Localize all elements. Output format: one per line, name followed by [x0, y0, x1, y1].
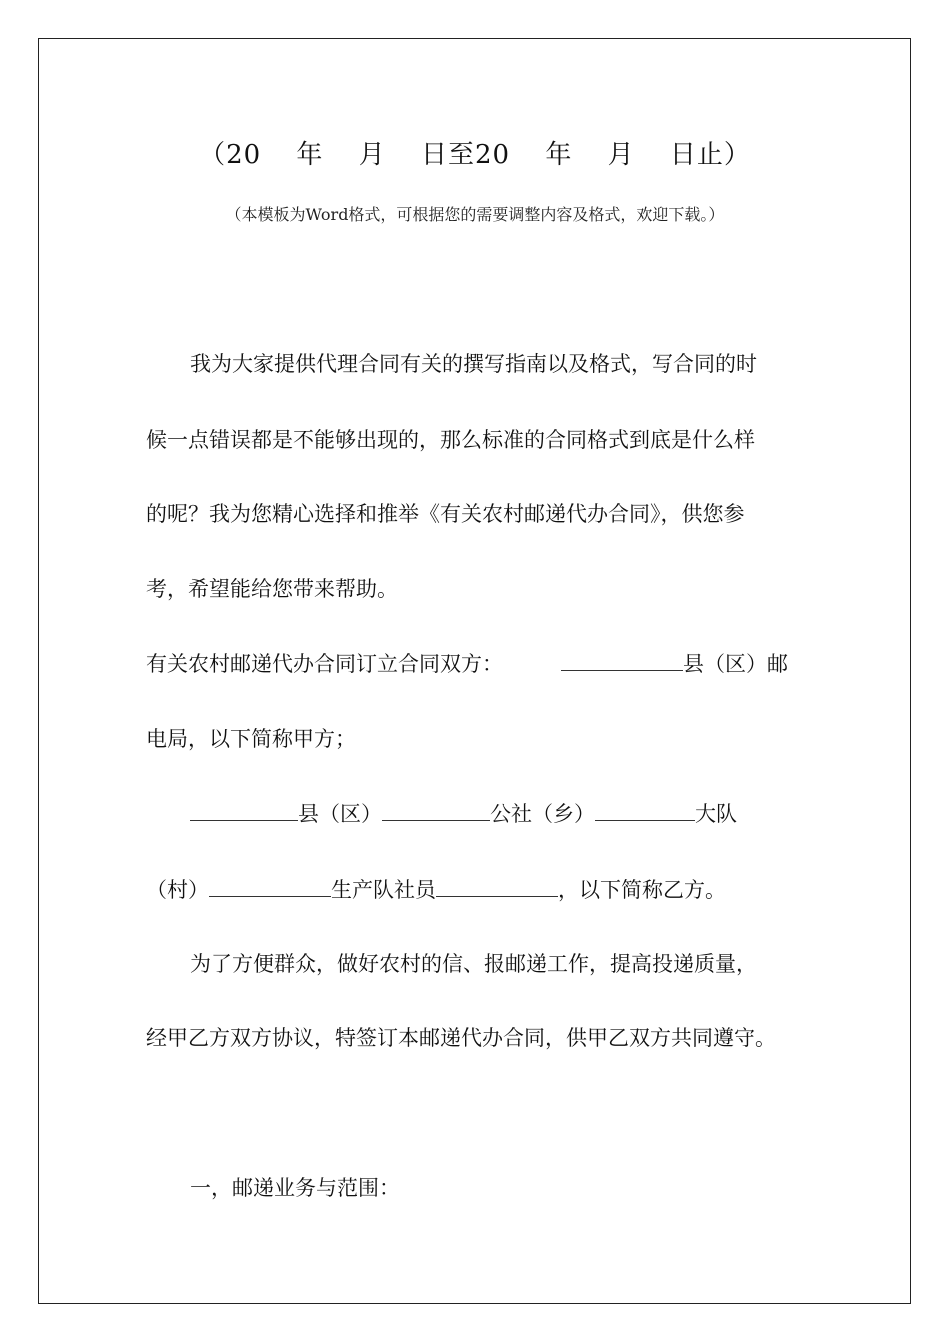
county-post-office-label: 县（区）邮	[683, 652, 788, 676]
intro-line-3: 的呢？我为您精心选择和推举《有关农村邮递代办合同》，供您参	[146, 502, 745, 526]
county-blank[interactable]	[561, 652, 683, 671]
date-part-year-label: 年	[296, 140, 324, 170]
parties-line-3	[190, 798, 737, 828]
team-member-label: 生产队社员	[331, 878, 436, 902]
brigade-blank[interactable]	[595, 802, 695, 821]
date-part-month-label-2: 月	[607, 140, 635, 170]
parties-intro-text: 有关农村邮递代办合同订立合同双方：	[146, 652, 503, 676]
parties-line-2: 电局，以下简称甲方；	[146, 727, 356, 751]
parties-line-4	[146, 874, 726, 904]
section-1-heading: 一，邮递业务与范围：	[190, 1176, 400, 1200]
date-part-year-start: （20	[199, 140, 262, 170]
county-label: 县（区）	[298, 802, 382, 826]
date-part-month-label: 月	[358, 140, 386, 170]
date-part-day-end: 日止）	[669, 140, 751, 170]
party-b-suffix: ，以下简称乙方。	[558, 878, 726, 902]
contract-period-title	[0, 134, 950, 171]
template-note: （本模板为Word格式，可根据您的需要调整内容及格式，欢迎下载。）	[225, 205, 725, 224]
intro-line-1: 我为大家提供代理合同有关的撰写指南以及格式，写合同的时	[190, 352, 757, 376]
commune-blank[interactable]	[382, 802, 490, 821]
party-b-county-blank[interactable]	[190, 802, 298, 821]
intro-line-4: 考，希望能给您带来帮助。	[146, 577, 398, 601]
date-part-day-to: 日至20	[420, 140, 511, 170]
purpose-line-1: 为了方便群众，做好农村的信、报邮递工作，提高投递质量，	[190, 952, 757, 976]
member-name-blank[interactable]	[436, 878, 558, 897]
intro-line-2: 候一点错误都是不能够出现的，那么标准的合同格式到底是什么样	[146, 428, 755, 452]
village-label: （村）	[146, 878, 209, 902]
parties-line-1	[146, 648, 788, 678]
brigade-label: 大队	[695, 802, 737, 826]
date-part-year-label-2: 年	[545, 140, 573, 170]
commune-label: 公社（乡）	[490, 802, 595, 826]
team-blank[interactable]	[209, 878, 331, 897]
purpose-line-2: 经甲乙方双方协议，特签订本邮递代办合同，供甲乙双方共同遵守。	[146, 1026, 776, 1050]
